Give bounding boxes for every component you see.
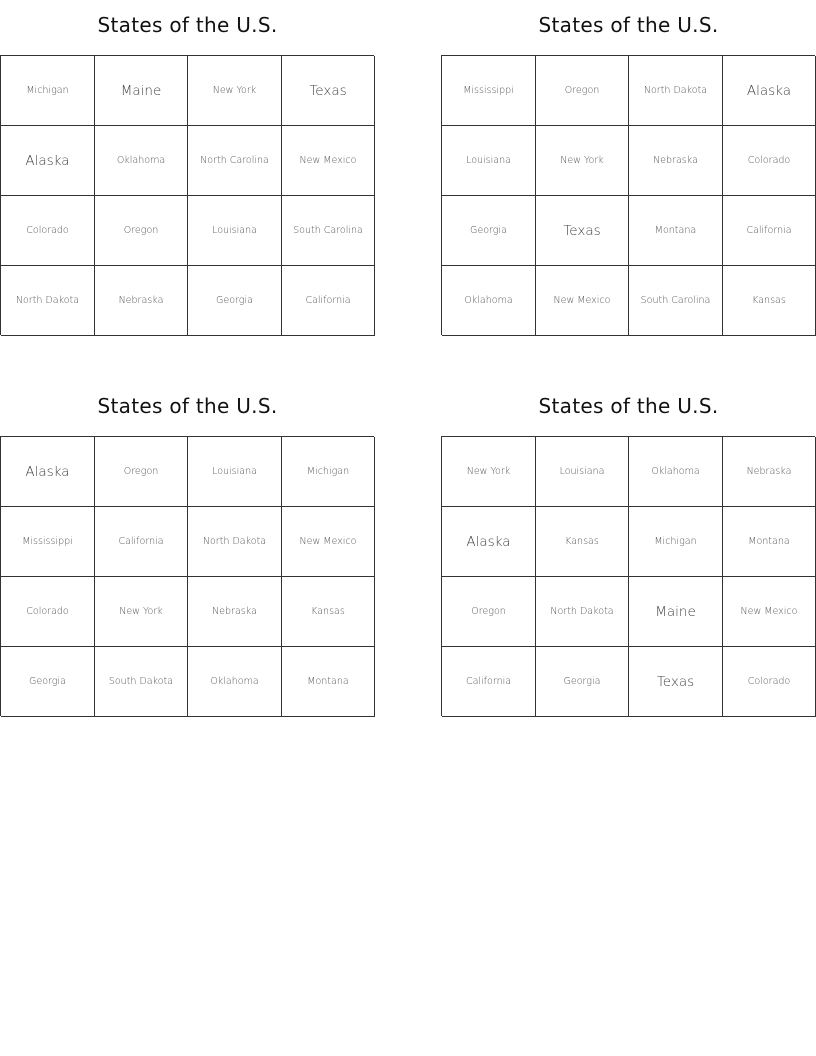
bingo-cell: Oklahoma — [629, 437, 723, 507]
card-title: States of the U.S. — [538, 394, 719, 418]
bingo-cell: Nebraska — [629, 126, 723, 196]
bingo-cell: Louisiana — [188, 196, 282, 266]
bingo-cell: Alaska — [442, 507, 536, 577]
bingo-cell: Oklahoma — [95, 126, 188, 196]
bingo-cell: Nebraska — [95, 266, 188, 336]
bingo-cell: Michigan — [282, 437, 375, 507]
bingo-cell: Alaska — [1, 437, 95, 507]
bingo-cell: Louisiana — [442, 126, 536, 196]
bingo-cell: Michigan — [629, 507, 723, 577]
bingo-cell: California — [723, 196, 816, 266]
bingo-cell: Oklahoma — [442, 266, 536, 336]
bingo-cell: New York — [442, 437, 536, 507]
bingo-cell: Maine — [629, 577, 723, 647]
bingo-cell: North Dakota — [1, 266, 95, 336]
bingo-cell: Texas — [629, 647, 723, 717]
bingo-cell: Mississippi — [1, 507, 95, 577]
bingo-cell: Georgia — [442, 196, 536, 266]
bingo-cell: Kansas — [282, 577, 375, 647]
bingo-cell: New Mexico — [282, 507, 375, 577]
bingo-cell: Georgia — [536, 647, 629, 717]
bingo-cell: Georgia — [1, 647, 95, 717]
bingo-cell: New York — [188, 56, 282, 126]
bingo-cell: Texas — [536, 196, 629, 266]
bingo-cell: New Mexico — [723, 577, 816, 647]
bingo-cell: Louisiana — [536, 437, 629, 507]
bingo-cell: Kansas — [723, 266, 816, 336]
bingo-cell: California — [95, 507, 188, 577]
card-title: States of the U.S. — [538, 13, 719, 37]
bingo-cell: Georgia — [188, 266, 282, 336]
bingo-cell: California — [442, 647, 536, 717]
bingo-cell: Oregon — [95, 437, 188, 507]
bingo-cell: Montana — [282, 647, 375, 717]
bingo-cell: Colorado — [1, 577, 95, 647]
bingo-cell: North Dakota — [536, 577, 629, 647]
bingo-cell: Alaska — [723, 56, 816, 126]
bingo-grid — [441, 55, 815, 335]
bingo-cell: New York — [536, 126, 629, 196]
bingo-cell: Nebraska — [723, 437, 816, 507]
bingo-cell: Colorado — [723, 126, 816, 196]
bingo-cell: North Dakota — [188, 507, 282, 577]
bingo-cell: North Carolina — [188, 126, 282, 196]
bingo-cell: California — [282, 266, 375, 336]
bingo-cell: Mississippi — [442, 56, 536, 126]
bingo-grid — [0, 55, 374, 335]
bingo-cell: New Mexico — [282, 126, 375, 196]
bingo-cell: Louisiana — [188, 437, 282, 507]
card-title: States of the U.S. — [97, 13, 278, 37]
bingo-cell: Nebraska — [188, 577, 282, 647]
bingo-cell: Montana — [629, 196, 723, 266]
bingo-cell: Texas — [282, 56, 375, 126]
bingo-cell: Alaska — [1, 126, 95, 196]
bingo-cell: South Carolina — [282, 196, 375, 266]
bingo-cell: Oregon — [442, 577, 536, 647]
bingo-grid — [441, 436, 815, 716]
bingo-cell: New Mexico — [536, 266, 629, 336]
bingo-cell: North Dakota — [629, 56, 723, 126]
bingo-cell: Oregon — [95, 196, 188, 266]
bingo-cell: Michigan — [1, 56, 95, 126]
bingo-cell: Colorado — [723, 647, 816, 717]
bingo-cell: South Dakota — [95, 647, 188, 717]
bingo-cell: South Carolina — [629, 266, 723, 336]
bingo-cell: Colorado — [1, 196, 95, 266]
bingo-cell: Montana — [723, 507, 816, 577]
bingo-cell: Oregon — [536, 56, 629, 126]
bingo-grid — [0, 436, 374, 716]
bingo-cell: Kansas — [536, 507, 629, 577]
bingo-cell: Oklahoma — [188, 647, 282, 717]
bingo-cell: Maine — [95, 56, 188, 126]
card-title: States of the U.S. — [97, 394, 278, 418]
bingo-cell: New York — [95, 577, 188, 647]
